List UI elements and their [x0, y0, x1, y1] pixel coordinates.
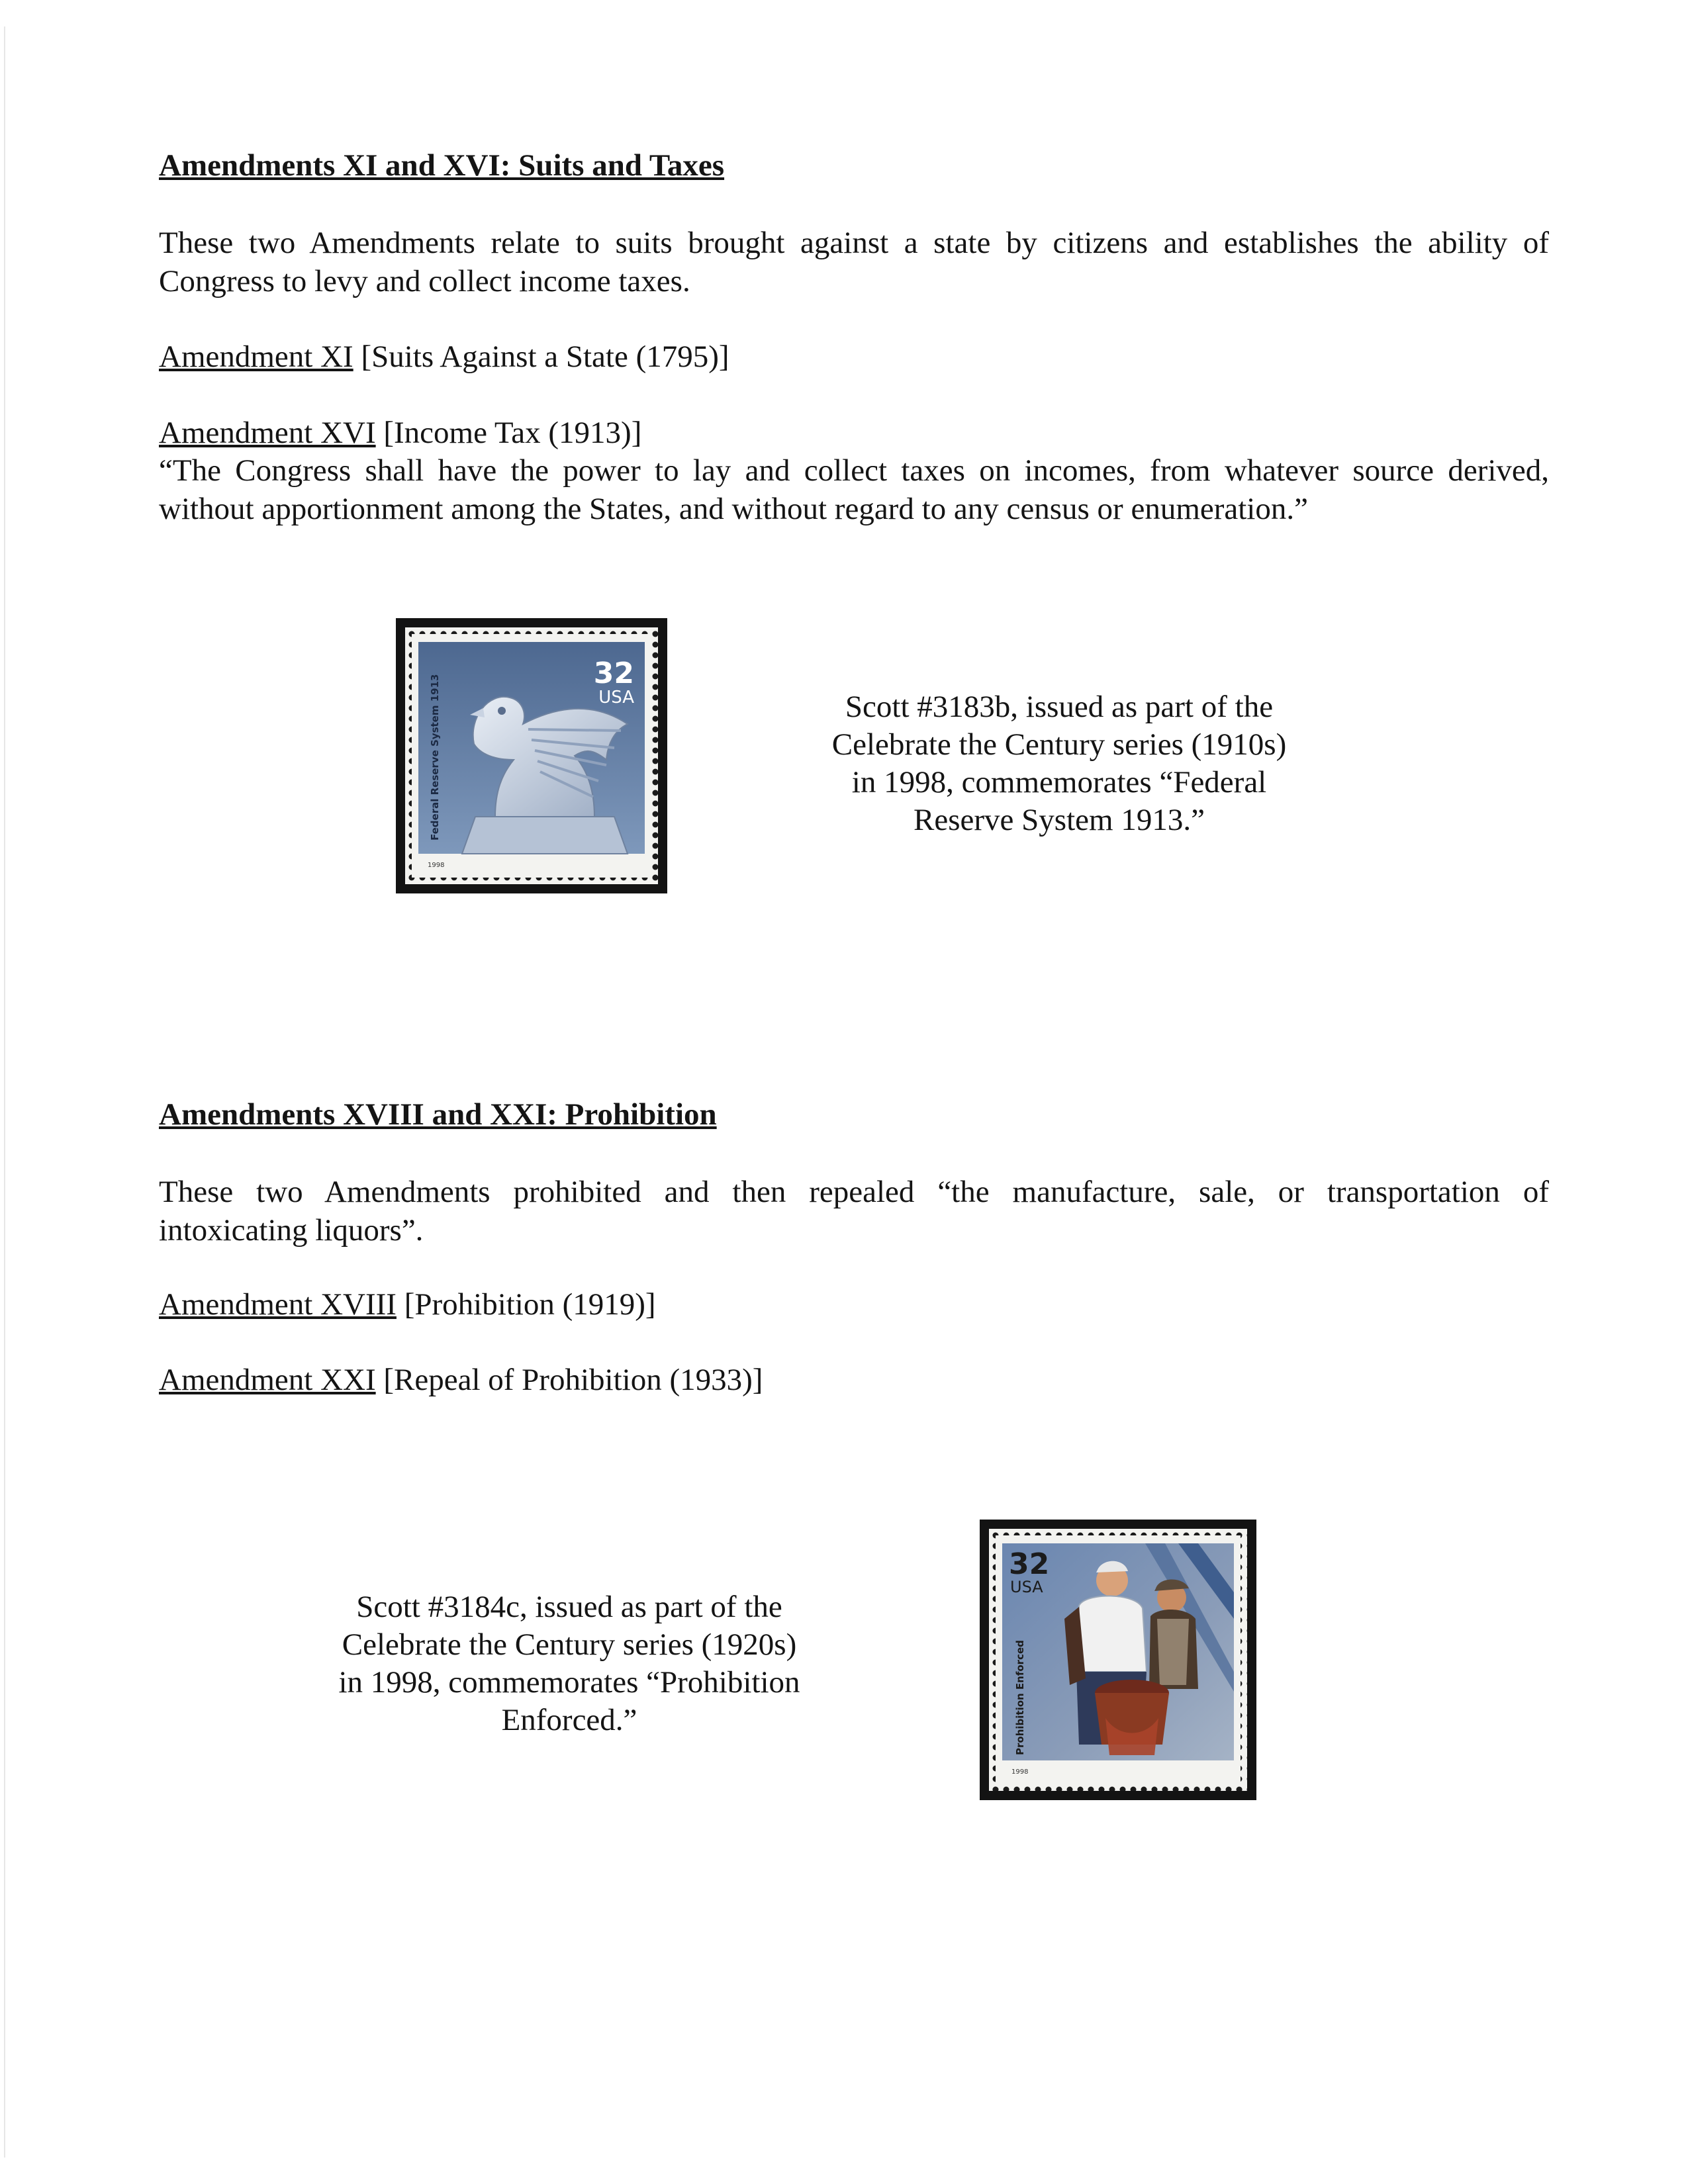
- stamp1-side-text: Federal Reserve System 1913: [429, 674, 441, 841]
- stamp1-country: USA: [598, 688, 634, 707]
- amendment-xxi-title: [Repeal of Prohibition (1933)]: [375, 1363, 763, 1397]
- amendment-xvi: [159, 414, 1549, 452]
- stamp2-country: USA: [1010, 1578, 1043, 1596]
- stamp1-caption-line4: Reserve System 1913.”: [914, 803, 1205, 837]
- scan-edge-line: [4, 26, 5, 2158]
- stamp2-year: 1998: [1011, 1768, 1029, 1776]
- quote-line1: “The Congress shall have the power to lay and collect taxes on incomes, from whatever source derived,: [159, 453, 1549, 488]
- section1-intro: [159, 224, 1549, 300]
- amendment-xvi-title: [Income Tax (1913)]: [375, 416, 642, 450]
- amendment-xxi-label: Amendment XXI: [159, 1363, 376, 1397]
- stamp1-year: 1998: [428, 862, 445, 869]
- section1-heading: Amendments XI and XVI: Suits and Taxes: [159, 148, 725, 183]
- amendment-xviii-title: [Prohibition (1919)]: [396, 1287, 656, 1322]
- stamp2-caption: [291, 1588, 847, 1739]
- stamp1-caption: [781, 688, 1337, 839]
- stamp2-caption-line1: Scott #3184c, issued as part of the: [356, 1590, 782, 1624]
- stamp-federal-reserve: [396, 618, 667, 893]
- amendment-xvi-quote: [159, 451, 1549, 528]
- section1-intro-line1: These two Amendments relate to suits brought against a state by citizens and establishes the ability of: [159, 226, 1549, 260]
- stamp-prohibition-image: [980, 1520, 1256, 1800]
- stamp2-value: 32: [1009, 1547, 1050, 1581]
- section2-heading: Amendments XVIII and XXI: Prohibition: [159, 1097, 717, 1132]
- quote-line2: without apportionment among the States, and without regard to any census or enumeration.”: [159, 492, 1308, 526]
- stamp1-caption-line1: Scott #3183b, issued as part of the: [845, 690, 1274, 724]
- stamp2-caption-line4: Enforced.”: [501, 1703, 637, 1737]
- amendment-xxi: [159, 1361, 1549, 1399]
- stamp1-value: 32: [593, 657, 634, 690]
- stamp2-side-text: Prohibition Enforced: [1014, 1640, 1026, 1755]
- section2-intro-line1: These two Amendments prohibited and then repealed “the manufacture, sale, or transportation of: [159, 1175, 1549, 1209]
- amendment-xi-label: Amendment XI: [159, 340, 353, 374]
- section2-intro-line2: intoxicating liquors”.: [159, 1213, 424, 1248]
- stamp1-caption-line3: in 1998, commemorates “Federal: [851, 765, 1267, 799]
- section1-intro-line2: Congress to levy and collect income taxes.: [159, 264, 690, 298]
- stamp2-caption-line2: Celebrate the Century series (1920s): [342, 1627, 797, 1662]
- stamp2-caption-line3: in 1998, commemorates “Prohibition: [338, 1665, 800, 1700]
- stamp1-caption-line2: Celebrate the Century series (1910s): [831, 727, 1287, 762]
- amendment-xi-title: [Suits Against a State (1795)]: [353, 340, 729, 374]
- amendment-xviii-label: Amendment XVIII: [159, 1287, 397, 1322]
- section2-intro: [159, 1173, 1549, 1250]
- amendment-xi: [159, 338, 1549, 376]
- stamp-federal-reserve-image: [396, 618, 667, 893]
- amendment-xvi-label: Amendment XVI: [159, 416, 376, 450]
- stamp-prohibition-enforced: [980, 1520, 1256, 1800]
- amendment-xviii: [159, 1285, 1549, 1324]
